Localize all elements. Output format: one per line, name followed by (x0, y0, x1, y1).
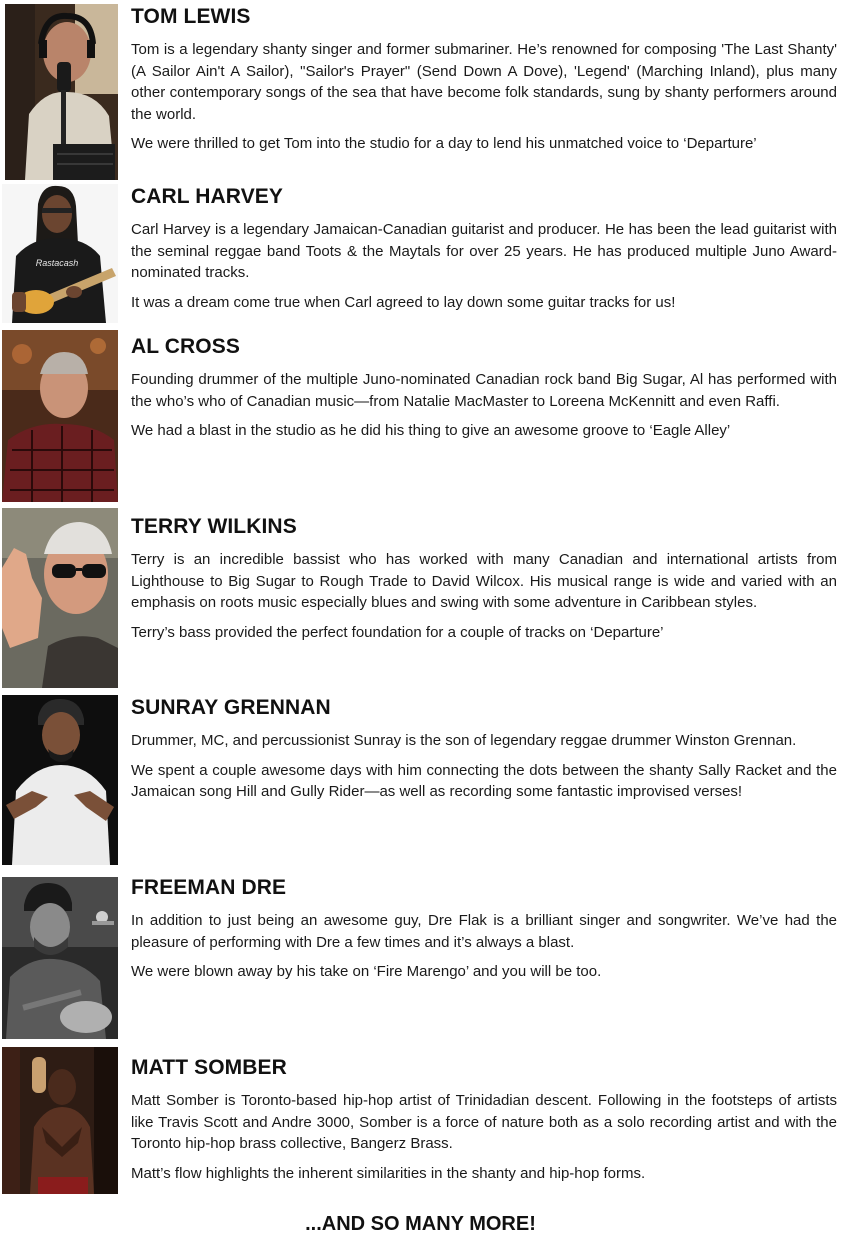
artist-bio: Matt Somber is Toronto-based hip-hop artist of Trinidadian descent. Following in the footsteps of artists like Travis Scott and Andre 3000, Somber is a force of nature both as a solo recording artist and with the Toronto hip-hop brass collective, Bangerz Brass. (131, 1092, 837, 1152)
artist-bio: Founding drummer of the multiple Juno-nominated Canadian rock band Big Sugar, Al has performed with the who’s who of Canadian music—from Natalie MacMaster to Loreena McKennitt and even Raffi. (131, 371, 837, 410)
artist-note: We were thrilled to get Tom into the studio for a day to lend his unmatched voice to ‘Departure’ (131, 135, 757, 152)
artist-text (131, 4, 837, 155)
artist-text (131, 514, 837, 643)
artist-photo (2, 330, 118, 502)
artist-name: TOM LEWIS (131, 5, 251, 28)
artist-bio: Carl Harvey is a legendary Jamaican-Canadian guitarist and producer. He has been the lead guitarist with the seminal reggae band Toots & the Maytals for over 25 years. He has produced multiple Juno Award-nominated tracks. (131, 221, 837, 281)
artist-name: AL CROSS (131, 335, 240, 358)
artist-name: FREEMAN DRE (131, 876, 287, 899)
shirt-print: Rastacash (35, 258, 79, 268)
artist-bio: Tom is a legendary shanty singer and former submariner. He’s renowned for composing 'The Last Shanty' (A Sailor Ain't A Sailor), "Sailor's Prayer" (Send Down A Dove), 'Legend' (Marching Inland), plus many other contemporary songs of the sea that have become folk standards, sung by shanty performers around the world. (131, 41, 837, 123)
artist-photo (5, 4, 118, 180)
artist-bio: Drummer, MC, and percussionist Sunray is the son of legendary reggae drummer Winston Grennan. (131, 732, 797, 749)
artist-name: MATT SOMBER (131, 1056, 287, 1079)
artist-photo (2, 1047, 118, 1194)
footer-tagline: ...AND SO MANY MORE! (305, 1213, 536, 1235)
artist-photo (2, 508, 118, 688)
artist-photo (2, 877, 118, 1039)
artist-text (131, 875, 837, 983)
artist-name: CARL HARVEY (131, 185, 284, 208)
artist-text (131, 1055, 837, 1184)
artist-note: We had a blast in the studio as he did his thing to give an awesome groove to ‘Eagle Alley’ (131, 422, 731, 439)
artist-name: TERRY WILKINS (131, 515, 297, 538)
artist-note: Terry’s bass provided the perfect foundation for a couple of tracks on ‘Departure’ (131, 623, 664, 641)
artist-text (131, 184, 837, 313)
artist-photo (2, 695, 118, 865)
artist-note: It was a dream come true when Carl agreed to lay down some guitar tracks for us! (131, 293, 676, 311)
artist-note: We were blown away by his take on ‘Fire Marengo’ and you will be too. (131, 963, 602, 980)
artist-bio: In addition to just being an awesome guy, Dre Flak is a brilliant singer and songwriter. We’ve had the pleasure of performing with Dre a few times and it’s always a blast. (131, 912, 837, 951)
artist-text (131, 334, 837, 442)
artist-name: SUNRAY GRENNAN (131, 696, 331, 719)
artist-text (131, 695, 837, 803)
artist-note: We spent a couple awesome days with him connecting the dots between the shanty Sally Racket and the Jamaican song Hill and Gully Rider—as well as recording some fantastic improvised verses! (131, 761, 837, 800)
artist-note: Matt’s flow highlights the inherent similarities in the shanty and hip-hop forms. (131, 1164, 646, 1182)
artist-photo (2, 184, 118, 323)
artist-bio: Terry is an incredible bassist who has worked with many Canadian and international artists from Lighthouse to Big Sugar to Rough Trade to David Wilcox. His musical range is wide and varied with an emphasis on roots music especially blues and swing with some adventure in Caribbean styles. (131, 551, 837, 611)
